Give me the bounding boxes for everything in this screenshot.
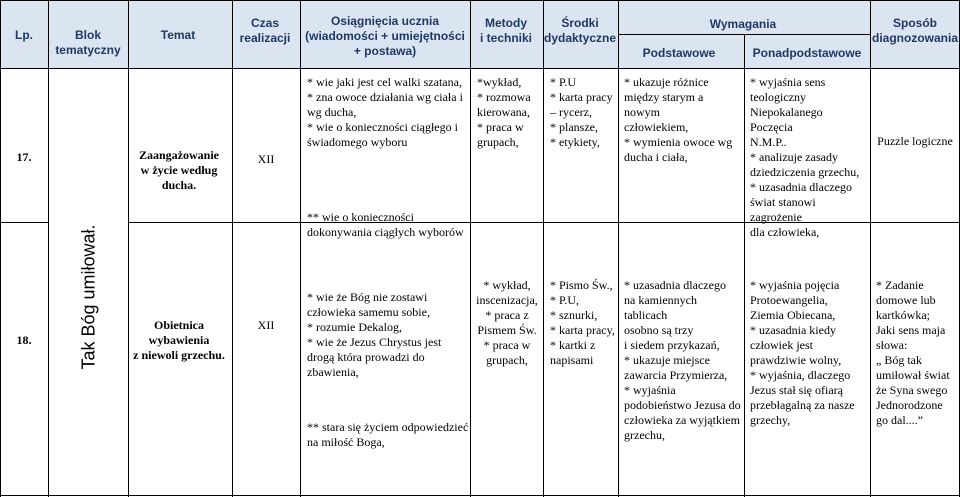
row-17-lp: 17. xyxy=(16,150,32,164)
header-temat: Temat xyxy=(160,28,196,42)
row-17-osiagniecia: * wie jaki jest cel walki szatana, * zna owoce działania wg ciała i wg ducha, * wie o konieczności ciągłego i świadomego wyboru xyxy=(307,75,463,149)
row-17-osiagniecia-extra: ** wie o konieczności dokonywania ciągłych wyborów xyxy=(307,210,464,239)
header-czas: Czas realizacji xyxy=(239,16,291,45)
header-podstawowe: Podstawowe xyxy=(642,46,716,60)
row-18-osiagniecia-extra: ** stara się życiem odpowiedzieć na miłość Boga, xyxy=(307,420,469,449)
row-18-czas: XII xyxy=(257,318,275,332)
row-17-sposob: Puzzle logiczne xyxy=(877,134,953,148)
header-wymagania: Wymagania xyxy=(709,17,777,31)
grid-line xyxy=(618,0,619,497)
grid-line xyxy=(0,0,1,497)
header-osiagniecia: Osiągnięcia ucznia (wiadomości + umiejętności + postawa) xyxy=(305,14,465,58)
block-title xyxy=(60,224,118,370)
grid-line xyxy=(0,68,960,69)
row-18-podstawowe: * uzasadnia dlaczego na kamiennych tablicach osobno są trzy i siedem przykazań, * ukazuje miejsce zawarcia Przymierza, * wyjaśnia podobieństwo Jezusa do człowieka za wyjątkiem grzechu, xyxy=(624,278,741,442)
grid-line xyxy=(543,0,544,497)
header-lp: Lp. xyxy=(15,28,33,42)
header-metody: Metody i techniki xyxy=(479,16,532,45)
grid-line xyxy=(232,0,233,497)
row-17-czas: XII xyxy=(257,152,275,166)
header-sposob: Sposób diagnozowania xyxy=(871,16,958,45)
header-blok: Blok tematyczny xyxy=(55,28,121,57)
row-17-ponadpodstawowe: * wyjaśnia sens teologiczny Niepokalanego Poczęcia N.M.P.. * analizuje zasady dziedziczenia grzechu, * uzasadnia dlaczego świat stanowi zagrożenie dla człowieka, xyxy=(750,75,860,239)
row-18-temat: Obietnica wybawienia z niewoli grzechu. xyxy=(133,318,225,362)
row-18-sposob: * Zadanie domowe lub kartkówka; Jaki sens maja słowa: „ Bóg tak umiłował świat że Syna swego Jednorodzone go dal....” xyxy=(876,278,950,427)
row-18-osiagniecia: * wie że Bóg nie zostawi człowieka samemu sobie, * rozumie Dekalog, * wie że Jezus Chrystus jest drogą która prowadzi do zbawienia, xyxy=(307,290,442,379)
grid-line xyxy=(0,495,960,496)
row-17-podstawowe: * ukazuje różnice między starym a nowym człowiekiem, * wymienia owoce wg ducha i ciała, xyxy=(624,75,733,164)
grid-line xyxy=(744,34,745,497)
row-17-metody: *wykład, * rozmowa kierowana, * praca w grupach, xyxy=(477,75,531,149)
row-18-ponadpodstawowe: * wyjaśnia pojęcia Protoewangelia, Ziemia Obiecana, * uzasadnia kiedy człowiek jest prawdziwie wolny, * wyjaśnia, dlaczego Jezus stał się ofiarą przebłagalną za nasze grzechy, xyxy=(750,278,855,427)
grid-line xyxy=(870,0,871,497)
header-srodki: Środki dydaktyczne xyxy=(543,16,617,45)
grid-line xyxy=(128,0,129,497)
grid-line xyxy=(48,0,49,497)
block-title-text: Tak Bóg umiłował. xyxy=(78,224,99,370)
row-18-lp: 18. xyxy=(16,333,32,347)
grid-line xyxy=(470,0,471,497)
grid-line xyxy=(300,0,301,497)
row-17-temat: Zaangażowanie w życie według ducha. xyxy=(138,148,219,192)
row-18-srodki: * Pismo Św., * P.U, * sznurki, * karta pracy, * kartki z napisami xyxy=(550,278,615,367)
grid-line xyxy=(0,0,960,1)
header-ponadpodstawowe: Ponadpodstawowe xyxy=(752,46,862,60)
grid-line xyxy=(0,222,48,223)
row-17-srodki: * P.U * karta pracy – rycerz, * plansze, * etykiety, xyxy=(550,75,613,149)
row-18-metody: * wykład, inscenizacja, * praca z Pismem Św. * praca w grupach, xyxy=(476,278,538,367)
